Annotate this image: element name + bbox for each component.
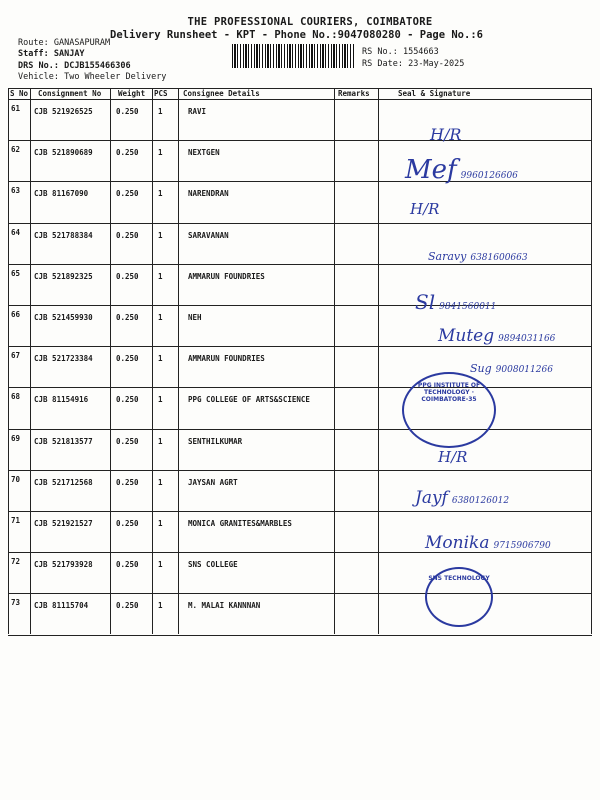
row-weight: 0.250: [116, 189, 139, 199]
handwritten-signature: [405, 155, 518, 185]
handwritten-phone: 9894031166: [498, 334, 556, 344]
row-sno: 72: [11, 557, 21, 567]
row-consignment-no: CJB 521723384: [34, 354, 93, 364]
row-consignee: NARENDRAN: [188, 189, 229, 199]
runsheet-title: THE PROFESSIONAL COURIERS, COIMBATORE: [187, 16, 433, 28]
row-sno: 73: [11, 598, 21, 608]
staff-label: Staff:: [18, 49, 49, 59]
row-sno: 69: [11, 433, 21, 443]
handwritten-phone: 9715906790: [493, 541, 551, 551]
row-divider: [8, 223, 592, 224]
drs-value: DCJB155466306: [64, 61, 131, 71]
row-consignment-no: CJB 81167090: [34, 189, 89, 199]
runsheet-subtitle: Delivery Runsheet - KPT - Phone No.:9047080280 - Page No.:6: [110, 29, 483, 41]
barcode: [232, 44, 354, 68]
row-weight: 0.250: [116, 230, 139, 240]
column-header: S No: [10, 89, 29, 98]
staff-line: [18, 49, 85, 59]
row-divider: [8, 429, 592, 430]
handwritten-signature: [425, 533, 551, 553]
row-weight: 0.250: [116, 601, 139, 611]
sns-stamp: [425, 567, 493, 627]
handwritten-signature: [430, 125, 461, 144]
row-divider: [8, 264, 592, 265]
row-sno: 63: [11, 186, 21, 196]
handwritten-signature: [438, 326, 555, 346]
staff-value: SANJAY: [53, 49, 85, 59]
signature-mark: Sug: [470, 362, 492, 375]
row-consignment-no: CJB 81154916: [34, 395, 89, 405]
column-header: Consignee Details: [183, 89, 260, 98]
row-consignment-no: CJB 81115704: [34, 601, 89, 611]
signature-mark: Mef: [405, 155, 457, 185]
handwritten-signature: [438, 448, 467, 466]
row-weight: 0.250: [116, 519, 139, 528]
row-pcs: 1: [158, 189, 163, 199]
row-consignee: AMMARUN FOUNDRIES: [188, 271, 265, 281]
vehicle-label: Vehicle:: [18, 72, 59, 82]
sns-stamp-text: SNS TECHNOLOGY: [428, 575, 490, 582]
handwritten-phone: 9841560011: [439, 302, 497, 312]
rs-date-value: 23-May-2025: [408, 59, 465, 69]
row-sno: 62: [11, 145, 21, 155]
row-weight: 0.250: [116, 148, 139, 158]
signature-mark: Jayf: [415, 488, 448, 508]
signature-mark: Monika: [425, 533, 490, 553]
rs-date-label: RS Date:: [362, 59, 403, 69]
row-sno: 64: [11, 227, 21, 237]
row-weight: 0.250: [116, 395, 139, 405]
row-divider: [8, 635, 592, 636]
signature-mark: H/R: [410, 200, 440, 218]
handwritten-signature: [470, 362, 553, 375]
rs-no-value: 1554663: [402, 47, 439, 57]
column-header: Consignment No: [38, 89, 102, 98]
row-divider: [8, 387, 592, 388]
header-bottom-border: [8, 99, 592, 100]
row-consignee: JAYSAN AGRT: [188, 477, 238, 487]
row-pcs: 1: [158, 230, 163, 240]
row-pcs: 1: [158, 354, 163, 364]
column-header: Weight: [118, 89, 146, 98]
row-consignment-no: CJB 521793928: [34, 560, 93, 570]
row-weight: 0.250: [116, 271, 139, 281]
row-divider: [8, 511, 592, 512]
row-consignment-no: CJB 521459930: [34, 313, 93, 322]
row-divider: [8, 346, 592, 347]
ppg-stamp-text: PPG INSTITUTE OF TECHNOLOGY · COIMBATORE-35: [417, 382, 481, 403]
vehicle-value: Two Wheeler Delivery: [64, 72, 167, 82]
handwritten-phone: 6380126012: [451, 496, 510, 506]
row-divider: [8, 305, 592, 306]
row-consignee: AMMARUN FOUNDRIES: [188, 354, 265, 364]
row-weight: 0.250: [116, 436, 139, 446]
row-consignee: MONICA GRANITES&MARBLES: [188, 519, 292, 528]
handwritten-signature: [410, 200, 439, 218]
row-divider: [8, 593, 592, 594]
column-header: Seal & Signature: [398, 89, 471, 98]
row-pcs: 1: [158, 395, 163, 405]
handwritten-phone: 6381600663: [470, 253, 528, 263]
row-weight: 0.250: [116, 477, 139, 487]
row-pcs: 1: [158, 519, 163, 528]
row-consignment-no: CJB 521890689: [34, 148, 93, 158]
handwritten-phone: 9008011266: [495, 365, 553, 375]
route-line: [18, 38, 110, 48]
row-pcs: 1: [158, 148, 163, 158]
row-consignment-no: CJB 521712568: [34, 477, 93, 487]
row-divider: [8, 140, 592, 141]
row-weight: 0.250: [116, 354, 139, 364]
row-pcs: 1: [158, 601, 163, 611]
row-consignment-no: CJB 521892325: [34, 271, 93, 281]
row-sno: 65: [11, 268, 21, 278]
vehicle-line: [18, 72, 166, 82]
handwritten-signature: [428, 250, 528, 263]
row-pcs: 1: [158, 477, 163, 487]
drs-line: [18, 61, 131, 71]
row-consignee: NEXTGEN: [188, 148, 220, 158]
signature-mark: Saravy: [428, 250, 467, 263]
row-weight: 0.250: [116, 313, 139, 322]
row-divider: [8, 470, 592, 471]
signature-mark: H/R: [438, 448, 468, 466]
row-sno: 61: [11, 104, 21, 113]
row-consignee: SENTHILKUMAR: [188, 436, 243, 446]
row-weight: 0.250: [116, 560, 139, 570]
row-sno: 70: [11, 474, 21, 484]
signature-mark: Sl: [415, 290, 436, 314]
row-consignee: SARAVANAN: [188, 230, 229, 240]
row-consignment-no: CJB 521788384: [34, 230, 93, 240]
row-consignee: NEH: [188, 313, 202, 322]
row-sno: 71: [11, 516, 21, 525]
row-consignee: RAVI: [188, 107, 207, 116]
row-consignee: PPG COLLEGE OF ARTS&SCIENCE: [188, 395, 310, 405]
drs-label: DRS No.:: [18, 61, 59, 71]
rs-no-label: RS No.:: [362, 47, 398, 57]
row-pcs: 1: [158, 560, 163, 570]
row-pcs: 1: [158, 107, 163, 116]
row-consignee: M. MALAI KANNNAN: [188, 601, 261, 611]
column-header: Remarks: [338, 89, 370, 98]
row-pcs: 1: [158, 436, 163, 446]
route-label: Route:: [18, 38, 49, 48]
row-pcs: 1: [158, 313, 163, 322]
route-value: GANASAPURAM: [53, 38, 111, 48]
rs-date-line: [362, 59, 464, 69]
row-sno: 68: [11, 392, 21, 402]
handwritten-signature: [415, 290, 496, 314]
row-consignee: SNS COLLEGE: [188, 560, 238, 570]
column-header: PCS: [154, 89, 168, 98]
row-sno: 66: [11, 310, 21, 319]
row-sno: 67: [11, 351, 21, 361]
rs-no-line: [362, 47, 439, 57]
handwritten-signature: [415, 488, 509, 508]
row-consignment-no: CJB 521921527: [34, 519, 93, 528]
row-pcs: 1: [158, 271, 163, 281]
row-consignment-no: CJB 521813577: [34, 436, 93, 446]
handwritten-phone: 9960126606: [460, 171, 518, 181]
row-consignment-no: CJB 521926525: [34, 107, 93, 116]
ppg-stamp: [402, 372, 496, 448]
signature-mark: H/R: [430, 125, 462, 144]
row-weight: 0.250: [116, 107, 139, 116]
signature-mark: Muteg: [438, 326, 495, 346]
